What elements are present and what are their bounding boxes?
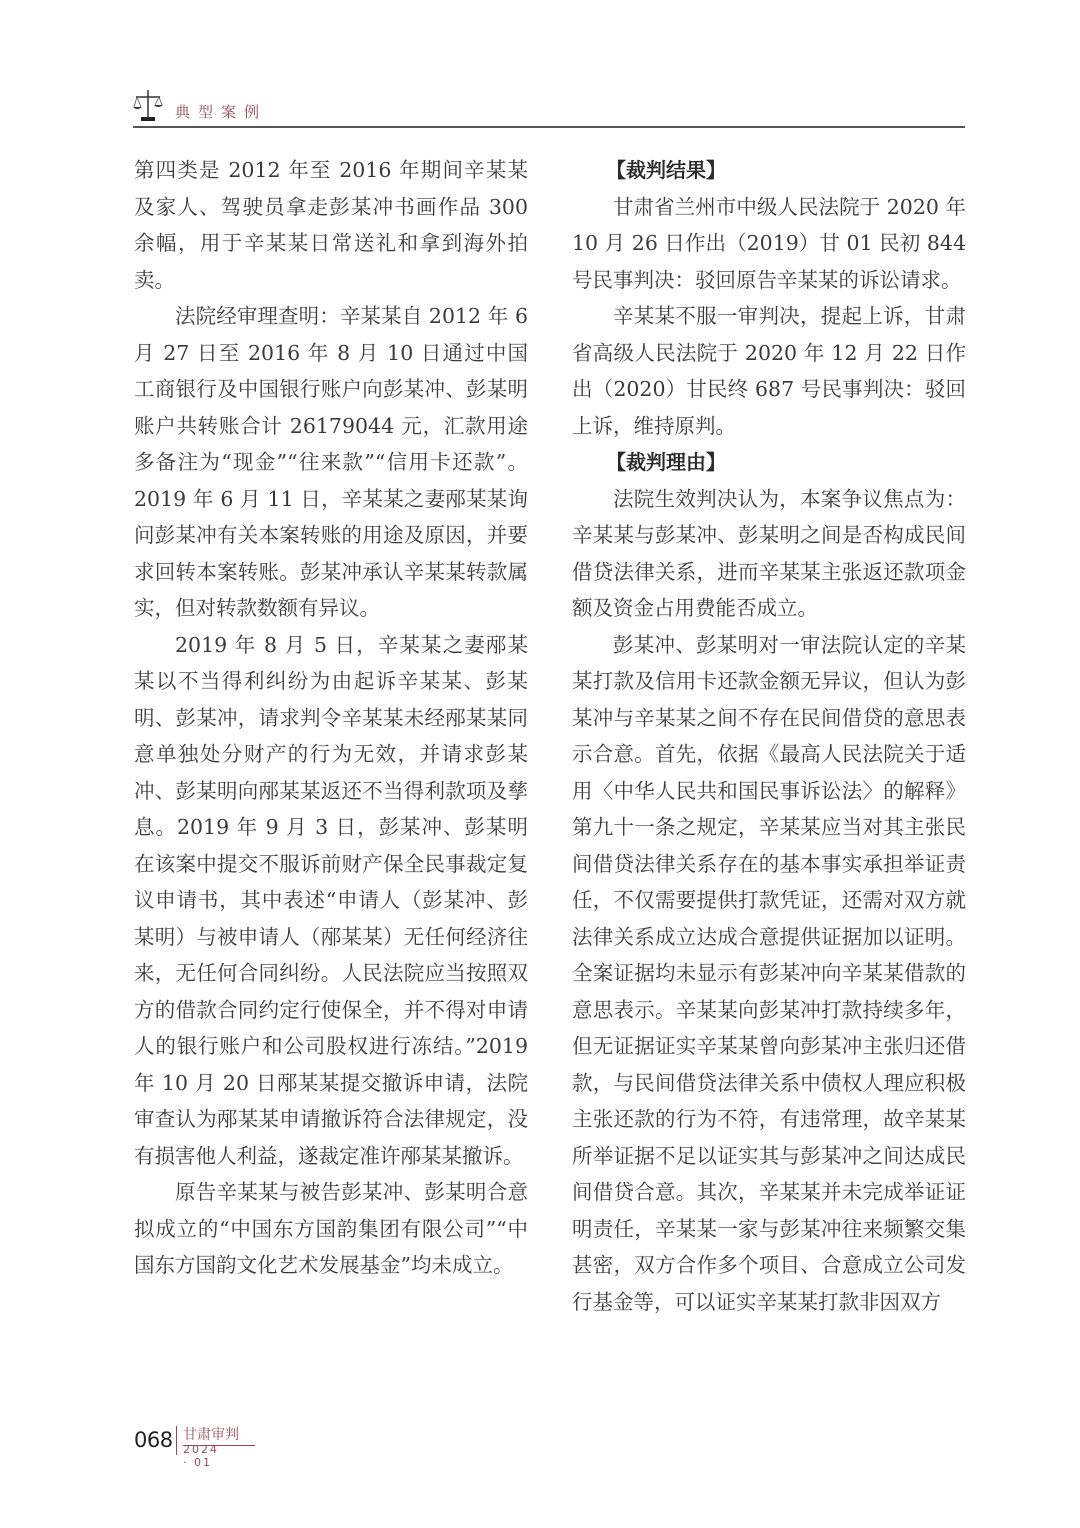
right-column xyxy=(572,152,966,1320)
paragraph: 法院经审理查明：辛某某自 2012 年 6 月 27 日至 2016 年 8 月 10 日通过中国工商银行及中国银行账户向彭某冲、彭某明账户共转账合计 26179044 元，汇款用途多备注为“现金”“往来款”“信用卡还款”。2019 年 6 月 11 日，辛某某之妻邴某某询问彭某冲有关本案转账的用途及原因，并要求回转本案转账。彭某冲承认辛某某转款属实，但对转款数额有异议。 xyxy=(134,304,528,620)
left-column xyxy=(134,152,528,1284)
header-divider xyxy=(133,126,965,128)
paragraph: 第四类是 2012 年至 2016 年期间辛某某及家人、驾驶员拿走彭某冲书画作品 300 余幅，用于辛某某日常送礼和拿到海外拍卖。 xyxy=(134,158,528,292)
paragraph: 彭某冲、彭某明对一审法院认定的辛某某打款及信用卡还款金额无异议，但认为彭某冲与辛某某之间不存在民间借贷的意思表示合意。首先，依据《最高人民法院关于适用〈中华人民共和国民事诉讼法〉的解释》第九十一条之规定，辛某某应当对其主张民间借贷法律关系存在的基本事实承担举证责任，不仅需要提供打款凭证，还需对双方就法律关系成立达成合意提供证据加以证明。全案证据均未显示有彭某冲向辛某某借款的意思表示。辛某某向彭某冲打款持续多年，但无证据证实辛某某曾向彭某冲主张归还借款，与民间借贷法律关系中债权人理应积极主张还款的行为不符，有违常理，故辛某某所举证据不足以证实其与彭某冲之间达成民间借贷合意。其次，辛某某并未完成举证证明责任，辛某某一家与彭某冲往来频繁交集甚密，双方合作多个项目、合意成立公司发行基金等，可以证实辛某某打款非因双方 xyxy=(572,632,966,1314)
paragraph: 辛某某不服一审判决，提起上诉，甘肃省高级人民法院于 2020 年 12 月 22 日作出（2020）甘民终 687 号民事判决：驳回上诉，维持原判。 xyxy=(572,304,966,438)
paragraph: 2019 年 8 月 5 日，辛某某之妻邴某某以不当得利纠纷为由起诉辛某某、彭某明、彭某冲，请求判令辛某某未经邴某某同意单独处分财产的行为无效，并请求彭某冲、彭某明向邴某某返还不当得利款项及孳息。2019 年 9 月 3 日，彭某冲、彭某明在该案中提交不服诉前财产保全民事裁定复议申请书，其中表述“申请人（彭某冲、彭某明）与被申请人（邴某某）无任何经济往来，无任何合同纠纷。人民法院应当按照双方的借款合同约定行使保全，并不得对申请人的银行账户和公司股权进行冻结。”2019 年 10 月 20 日邴某某提交撤诉申请，法院审查认为邴某某申请撤诉符合法律规定，没有损害他人利益，遂裁定准许邴某某撤诉。 xyxy=(134,632,528,1168)
journal-issue: 2024 · 01 xyxy=(183,1443,219,1469)
footer-divider xyxy=(176,1426,177,1455)
scale-of-justice-icon xyxy=(133,88,163,124)
section-heading-judgment-result: 【裁判结果】 xyxy=(606,158,726,182)
journal-name: 甘肃审判 xyxy=(183,1424,255,1446)
section-label: 典型案例 xyxy=(175,103,268,121)
paragraph: 法院生效判决认为，本案争议焦点为：辛某某与彭某冲、彭某明之间是否构成民间借贷法律关系，进而辛某某主张返还款项金额及资金占用费能否成立。 xyxy=(572,486,966,620)
page-header xyxy=(133,88,965,128)
paragraph: 原告辛某某与被告彭某冲、彭某明合意拟成立的“中国东方国韵集团有限公司”“中国东方国韵文化艺术发展基金”均未成立。 xyxy=(134,1180,528,1277)
section-heading-judgment-reason: 【裁判理由】 xyxy=(606,450,726,474)
page-number: 068 xyxy=(134,1428,173,1452)
paragraph: 甘肃省兰州市中级人民法院于 2020 年 10 月 26 日作出（2019）甘 01 民初 844 号民事判决：驳回原告辛某某的诉讼请求。 xyxy=(572,194,966,292)
